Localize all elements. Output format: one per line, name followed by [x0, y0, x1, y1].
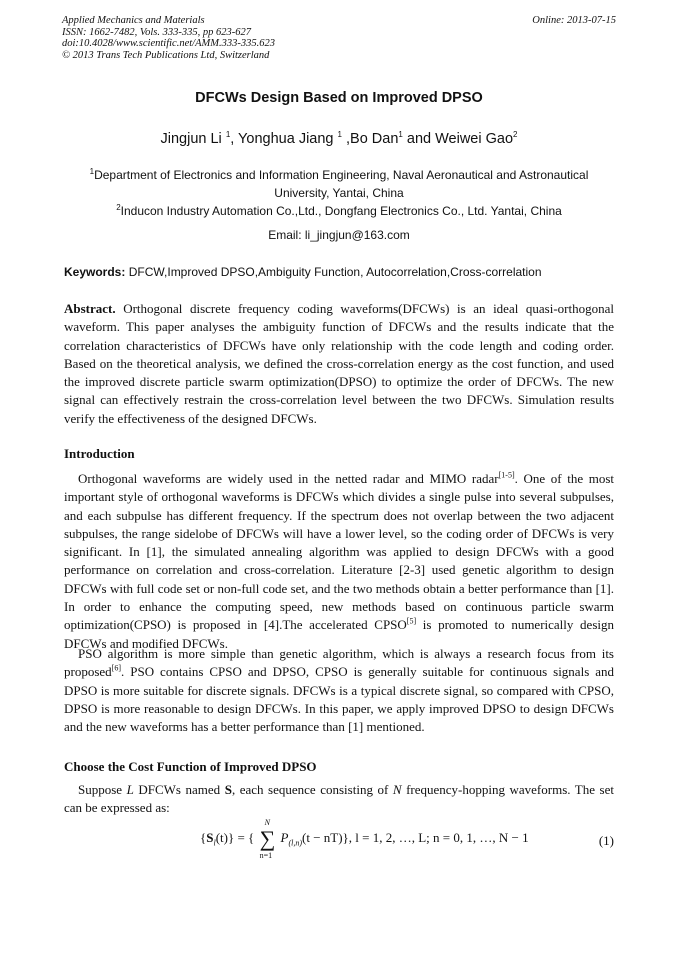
- issn-line: ISSN: 1662-7482, Vols. 333-335, pp 623-627: [62, 26, 251, 38]
- keywords: [64, 265, 542, 279]
- paper-title: DFCWs Design Based on Improved DPSO: [195, 90, 483, 106]
- keywords-text: DFCW,Improved DPSO,Ambiguity Function, Autocorrelation,Cross-correlation: [125, 265, 542, 279]
- section-heading-cost-function: Choose the Cost Function of Improved DPSO: [64, 759, 317, 774]
- math-symbol: N: [392, 782, 402, 797]
- paragraph-text: is promoted to numerically design DFCWs and modified DFCWs.: [64, 617, 614, 651]
- journal-name: Applied Mechanics and Materials: [62, 15, 205, 26]
- author-name: Jingjun Li: [160, 131, 222, 147]
- paragraph-text: Suppose: [78, 782, 127, 797]
- journal-header: [62, 15, 275, 61]
- citation: [5]: [406, 617, 417, 627]
- affil-number: 1: [89, 167, 95, 176]
- author-affil-mark: 1: [398, 130, 403, 140]
- citation: [1-5]: [498, 470, 515, 480]
- paragraph-text: . One of the most important style of orthogonal waveforms is DFCWs which divides a single pulse into several subpulses, and each subpulse has different frequency. If the spectrum does not overlap between the two adjacent subpulses, the range sidelobe of DFCWs will have a lower level, so the coding order of DFCWs is very significant. In [1], the simulated annealing algorithm was applied to design DFCWs with a good performance on correlation and cross-correlation. Literature [2-3] used genetic algorithm to design DFCWs with full code set or non-full code set, and the two methods obtain a better performance than [1]. In order to enhance the computing speed, new methods based on continuous particle swarm optimization(CPSO) is proposed in [4].The accelerated CPSO: [64, 471, 615, 633]
- sum-upper-limit: N: [264, 818, 270, 827]
- affiliation-1: [75, 166, 603, 202]
- author-affil-mark: 1: [337, 130, 342, 140]
- author-name: and Weiwei Gao: [406, 131, 514, 147]
- cost-paragraph: [64, 781, 614, 818]
- equation-part: (l,n): [288, 838, 303, 848]
- math-symbol: S: [224, 782, 232, 797]
- sum-lower-limit: n=1: [259, 851, 273, 860]
- affiliation-2: [75, 202, 603, 220]
- abstract: [64, 300, 614, 428]
- math-symbol: L: [126, 782, 134, 797]
- paragraph-text: PSO algorithm is more simple than genetic algorithm, which is always a research focus from its proposed: [64, 646, 614, 680]
- equation-part: (t − nT)}, l = 1, 2, …, L; n = 0, 1, …, N − 1: [302, 829, 529, 845]
- author-affil-mark: 2: [513, 130, 518, 140]
- paragraph-text: frequency-hopping waveforms. The set can be expressed as:: [64, 782, 614, 816]
- equation-part: (t)} = {: [215, 829, 255, 845]
- paragraph-text: DFCWs named: [133, 782, 225, 797]
- equation-number: (1): [598, 833, 614, 848]
- section-heading-introduction: Introduction: [64, 446, 135, 461]
- author-affil-mark: 1: [225, 130, 231, 140]
- abstract-text: Orthogonal discrete frequency coding waveforms(DFCWs) is an ideal quasi-orthogonal waveform. This paper analyses the ambiguity function of DFCWs and the results indicate that the correlation characteristics of DFCWs have only relationship with the code length and coding order. Based on the theoretical analysis, we defined the cross-correlation energy as the cost function, and used the improved discrete particle swarm optimization(DPSO) to optimize the order of DFCWs. The new signal can effectively restrain the cross-correlation level between the two DFCWs. Simulation results verify the effectiveness of the designed DFCWs.: [64, 301, 614, 426]
- online-date: Online: 2013-07-15: [532, 15, 616, 26]
- equation-part: S: [206, 829, 214, 845]
- equation-1: [200, 818, 529, 860]
- sum-symbol: ∑ N n=1: [259, 818, 276, 860]
- author-name: ,Bo Dan: [346, 131, 399, 147]
- paragraph-text: Orthogonal waveforms are widely used in the netted radar and MIMO radar: [78, 471, 499, 486]
- equation-part: l: [213, 838, 216, 848]
- equation-part: P: [280, 829, 289, 845]
- affil-text: Department of Electronics and Information Engineering, Naval Aeronautical and Astronautical University, Yantai, China: [94, 168, 589, 200]
- keywords-label: Keywords:: [64, 265, 126, 279]
- citation: [6]: [111, 663, 121, 673]
- affil-number: 2: [116, 203, 121, 212]
- intro-paragraph-1: [64, 470, 614, 653]
- email-line: Email: li_jingjun@163.com: [268, 228, 410, 242]
- author-list: [0, 131, 678, 147]
- paragraph-text: , each sequence consisting of: [231, 782, 393, 797]
- copyright-line: © 2013 Trans Tech Publications Ltd, Switzerland: [62, 49, 270, 61]
- affil-text: Inducon Industry Automation Co.,Ltd., Dongfang Electronics Co., Ltd. Yantai, China: [120, 204, 562, 218]
- intro-paragraph-2: [64, 645, 614, 736]
- author-name: , Yonghua Jiang: [230, 131, 334, 147]
- equation-part: {: [200, 829, 207, 845]
- doi-line: doi:10.4028/www.scientific.net/AMM.333-335.623: [62, 38, 275, 49]
- abstract-label: Abstract.: [64, 301, 116, 316]
- paragraph-text: . PSO contains CPSO and DPSO, CPSO is generally suitable for continuous signals and DPSO is more suitable for discrete signals. DFCWs is a typical discrete signal, so compared with CPSO, DPSO is more reasonable to design DFCWs. In this paper, we apply improved DPSO to design DFCWs and the new waveforms has a better performance than [1] mentioned.: [64, 664, 614, 735]
